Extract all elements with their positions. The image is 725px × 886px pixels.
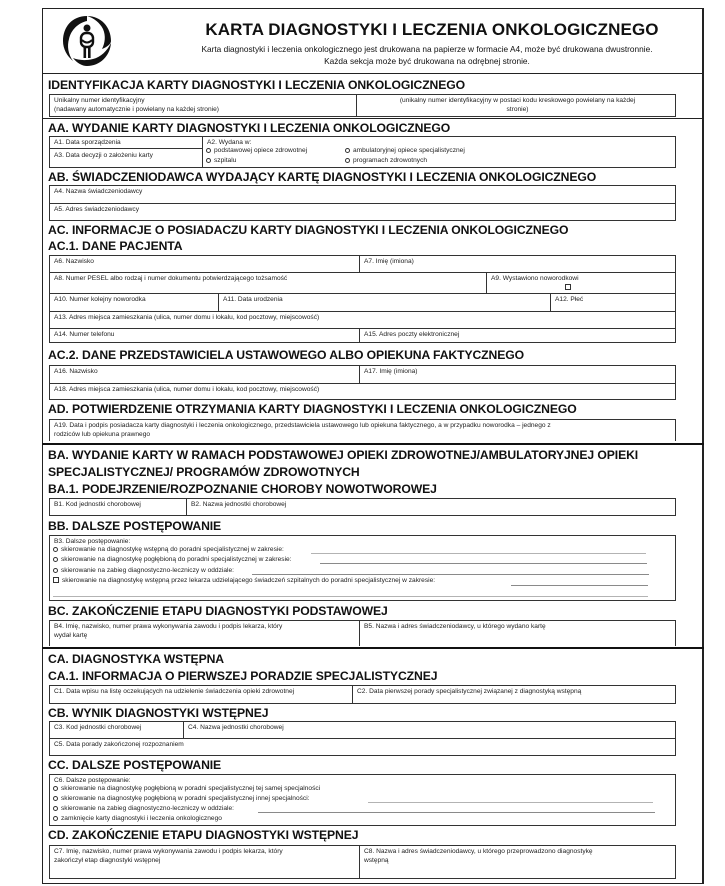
option-label: skierowanie na diagnostykę pogłębioną w poradni specjalistycznej tej samej specjalności <box>61 785 321 792</box>
option-label: skierowanie na diagnostykę wstępną przez lekarza udzielającego świadczeń szpitalnych do poradni specjalistycznej w zakresie: <box>62 577 436 584</box>
a4-provider-name-field[interactable]: A4. Nazwa świadczeniodawcy <box>54 188 143 195</box>
radio-icon <box>206 148 211 153</box>
patient-figure-logo-icon <box>60 13 114 69</box>
radio-icon <box>53 786 58 791</box>
divider <box>218 293 219 311</box>
identification-heading: IDENTYFIKACJA KARTY DIAGNOSTYKI I LECZENIA ONKOLOGICZNEGO <box>48 78 466 92</box>
divider <box>550 293 551 311</box>
checkbox-icon <box>53 577 59 583</box>
b3-extra-input-line[interactable] <box>53 596 648 597</box>
b4-doctor-signature-field[interactable] <box>51 621 356 640</box>
field-label: zakończył etap diagnostyki wstępnej <box>54 857 161 864</box>
a10-newborn-number-field[interactable]: A10. Numer kolejny noworodka <box>54 296 146 303</box>
divider <box>359 328 360 343</box>
option-label: skierowanie na zabieg diagnostyczno-leczniczy w oddziale: <box>61 805 234 812</box>
b5-provider-field[interactable]: B5. Nazwa i adres świadczeniodawcy, u którego wydano kartę <box>364 623 546 630</box>
a2-option-poz[interactable] <box>206 146 307 155</box>
ab-heading: AB. ŚWIADCZENIODAWCA WYDAJĄCY KARTĘ DIAGNOSTYKI I LECZENIA ONKOLOGICZNEGO <box>48 170 597 184</box>
barcode-field <box>358 95 674 114</box>
b3-procedure-input-line[interactable] <box>252 574 649 575</box>
a14-phone-field[interactable]: A14. Numer telefonu <box>54 331 115 338</box>
option-label: skierowanie na zabieg diagnostyczno-leczniczy w oddziale: <box>61 567 234 574</box>
divider <box>202 136 203 168</box>
b3-initial-input-line[interactable] <box>311 553 646 554</box>
option-label: zamknięcie karty diagnostyki i leczenia onkologicznego <box>61 815 222 822</box>
field-label: (unikalny numer identyfikacyjny w postaci kodu kreskowego powielany na każdej <box>399 97 636 104</box>
radio-icon <box>345 148 350 153</box>
a2-option-aos[interactable] <box>345 146 465 155</box>
b2-name-field[interactable]: B2. Nazwa jednostki chorobowej <box>191 501 287 508</box>
b3-option-initial[interactable] <box>53 545 284 554</box>
section-divider <box>42 647 704 649</box>
field-label: stronie) <box>506 106 529 113</box>
ba-heading-line1: BA. WYDANIE KARTY W RAMACH PODSTAWOWEJ OPIEKI ZDROWOTNEJ/AMBULATORYJNEJ OPIEKI <box>48 448 639 462</box>
divider <box>49 148 202 149</box>
c6-option-procedure[interactable] <box>53 804 234 813</box>
ac1-heading: AC.1. DANE PACJENTA <box>48 239 183 253</box>
a13-address-field[interactable]: A13. Adres miejsca zamieszkania (ulica, numer domu i lokalu, kod pocztowy, miejscowość) <box>54 314 320 321</box>
divider <box>183 721 184 738</box>
field-label: Unikalny numer identyfikacyjny <box>54 97 145 104</box>
option-label: skierowanie na diagnostykę wstępną do poradni specjalistycznej w zakresie: <box>61 546 284 553</box>
radio-icon <box>53 557 58 562</box>
ca-heading: CA. DIAGNOSTYKA WSTĘPNA <box>48 652 225 666</box>
field-label: wydał kartę <box>54 632 88 639</box>
a16-surname-field[interactable]: A16. Nazwisko <box>54 368 98 375</box>
field-label: (nadawany automatycznie i powielany na każdej stronie) <box>54 106 219 113</box>
b3-option-deep[interactable] <box>53 555 292 564</box>
ad-heading: AD. POTWIERDZENIE OTRZYMANIA KARTY DIAGNOSTYKI I LECZENIA ONKOLOGICZNEGO <box>48 402 577 416</box>
ba-heading-line2: SPECJALISTYCZNEJ/ PROGRAMÓW ZDROWOTNYCH <box>48 465 360 479</box>
c8-provider-field[interactable] <box>361 846 671 865</box>
ba1-heading: BA.1. PODEJRZENIE/ROZPOZNANIE CHOROBY NOWOTWOROWEJ <box>48 482 437 496</box>
b3-hospital-doctor-input-line[interactable] <box>511 585 648 586</box>
c7-doctor-signature-field[interactable] <box>51 846 356 865</box>
field-label: wstępną <box>364 857 389 864</box>
radio-icon <box>206 158 211 163</box>
c6-procedure-input-line[interactable] <box>258 812 655 813</box>
divider <box>352 685 353 704</box>
option-label: programach zdrowotnych <box>353 157 428 164</box>
a1-date-field[interactable]: A1. Data sporządzenia <box>54 139 121 146</box>
radio-icon <box>53 568 58 573</box>
c2-first-visit-date-field[interactable]: C2. Data pierwszej porady specjalistycznej związanej z diagnostyką wstępną <box>357 688 582 695</box>
a17-first-name-field[interactable]: A17. Imię (imiona) <box>364 368 418 375</box>
unique-id-field[interactable] <box>51 95 351 114</box>
ca1-heading: CA.1. INFORMACJA O PIERWSZEJ PORADZIE SPECJALISTYCZNEJ <box>48 669 438 683</box>
a18-address-field[interactable]: A18. Adres miejsca zamieszkania (ulica, numer domu i lokalu, kod pocztowy, miejscowość) <box>54 386 320 393</box>
a8-pesel-field[interactable]: A8. Numer PESEL albo rodzaj i numer dokumentu potwierdzającego tożsamość <box>54 275 288 282</box>
b3-label: B3. Dalsze postępowanie: <box>54 538 131 545</box>
divider <box>186 498 187 516</box>
bb-heading: BB. DALSZE POSTĘPOWANIE <box>48 519 222 533</box>
cd-heading: CD. ZAKOŃCZENIE ETAPU DIAGNOSTYKI WSTĘPNEJ <box>48 828 359 842</box>
c6-option-other-specialty[interactable] <box>53 794 310 803</box>
c3-code-field[interactable]: C3. Kod jednostki chorobowej <box>54 724 142 731</box>
c6-option-same-specialty[interactable] <box>53 784 320 793</box>
divider <box>356 94 357 117</box>
radio-icon <box>53 796 58 801</box>
c6-option-close-card[interactable] <box>53 814 222 823</box>
b3-deep-input-line[interactable] <box>320 563 647 564</box>
option-label: skierowanie na diagnostykę pogłębioną w poradni specjalistycznej innej specjalności: <box>61 795 310 802</box>
divider <box>359 845 360 879</box>
subtitle-line: Karta diagnostyki i leczenia onkologicznego jest drukowana na papierze w formacie A4, może być drukowana dwustronnie. <box>201 44 653 54</box>
form-title: KARTA DIAGNOSTYKI I LECZENIA ONKOLOGICZNEGO <box>205 20 659 39</box>
a5-provider-address-field[interactable]: A5. Adres świadczeniodawcy <box>54 206 140 213</box>
a2-label: A2. Wydana w: <box>207 139 252 146</box>
form-subtitle <box>152 43 702 67</box>
option-label: skierowanie na diagnostykę pogłębioną do poradni specjalistycznej w zakresie: <box>61 556 292 563</box>
field-label: C7. Imię, nazwisko, numer prawa wykonywania zawodu i podpis lekarza, który <box>54 848 283 855</box>
divider <box>359 620 360 646</box>
bc-heading: BC. ZAKOŃCZENIE ETAPU DIAGNOSTYKI PODSTAWOWEJ <box>48 604 388 618</box>
option-label: ambulatoryjnej opiece specjalistycznej <box>353 147 465 154</box>
a6-surname-field[interactable]: A6. Nazwisko <box>54 258 94 265</box>
a11-birth-date-field[interactable]: A11. Data urodzenia <box>223 296 283 303</box>
section-divider <box>42 443 704 445</box>
field-label: A19. Data i podpis posiadacza karty diagnostyki i leczenia onkologicznego, przedstawiciela ustawowego lub opiekuna faktycznego, a w przypadku noworodka – jednego z <box>54 422 551 429</box>
divider <box>42 118 704 119</box>
cc-heading: CC. DALSZE POSTĘPOWANIE <box>48 758 222 772</box>
a12-sex-field[interactable]: A12. Płeć <box>555 296 584 303</box>
divider <box>486 272 487 293</box>
field-label: C8. Nazwa i adres świadczeniodawcy, u którego przeprowadzono diagnostykę <box>364 848 593 855</box>
ac2-heading: AC.2. DANE PRZEDSTAWICIELA USTAWOWEGO ALBO OPIEKUNA FAKTYCZNEGO <box>48 348 525 362</box>
a19-signature-field[interactable] <box>51 420 673 439</box>
field-label: rodziców lub opiekuna prawnego <box>54 431 151 438</box>
divider <box>359 365 360 383</box>
divider <box>359 255 360 272</box>
b1-code-field[interactable]: B1. Kod jednostki chorobowej <box>54 501 141 508</box>
radio-icon <box>53 806 58 811</box>
b3-option-hospital-doctor[interactable] <box>53 576 435 585</box>
a9-newborn-label: A9. Wystawiono noworodkowi <box>491 275 579 282</box>
c1-waitlist-date-field[interactable]: C1. Data wpisu na listę oczekujących na udzielenie świadczenia opieki zdrowotnej <box>54 688 295 695</box>
radio-icon <box>53 547 58 552</box>
a15-email-field[interactable]: A15. Adres poczty elektronicznej <box>364 331 460 338</box>
form-header <box>42 8 704 74</box>
cb-heading: CB. WYNIK DIAGNOSTYKI WSTĘPNEJ <box>48 706 269 720</box>
aa-heading: AA. WYDANIE KARTY DIAGNOSTYKI I LECZENIA ONKOLOGICZNEGO <box>48 121 451 135</box>
option-label: podstawowej opiece zdrowotnej <box>214 147 308 154</box>
ac-heading: AC. INFORMACJE O POSIADACZU KARTY DIAGNOSTYKI I LECZENIA ONKOLOGICZNEGO <box>48 223 569 237</box>
radio-icon <box>345 158 350 163</box>
subtitle-line: Każda sekcja może być drukowana na odrębnej stronie. <box>324 56 530 66</box>
radio-icon <box>53 816 58 821</box>
field-label: B4. Imię, nazwisko, numer prawa wykonywania zawodu i podpis lekarza, który <box>54 623 283 630</box>
a3-decision-date-field[interactable]: A3. Data decyzji o założeniu karty <box>54 152 153 159</box>
b3-option-procedure[interactable] <box>53 566 234 575</box>
c6-label: C6. Dalsze postępowanie: <box>54 777 131 784</box>
c6-other-specialty-input-line[interactable] <box>368 802 653 803</box>
c4-name-field[interactable]: C4. Nazwa jednostki chorobowej <box>188 724 284 731</box>
c5-diagnosis-date-field[interactable]: C5. Data porady zakończonej rozpoznaniem <box>54 741 184 748</box>
a2-option-programs[interactable] <box>345 156 427 165</box>
a7-first-name-field[interactable]: A7. Imię (imiona) <box>364 258 414 265</box>
option-label: szpitalu <box>214 157 237 164</box>
checkbox-icon <box>565 284 571 290</box>
a2-option-hospital[interactable] <box>206 156 236 165</box>
a9-newborn-checkbox[interactable] <box>565 283 574 292</box>
